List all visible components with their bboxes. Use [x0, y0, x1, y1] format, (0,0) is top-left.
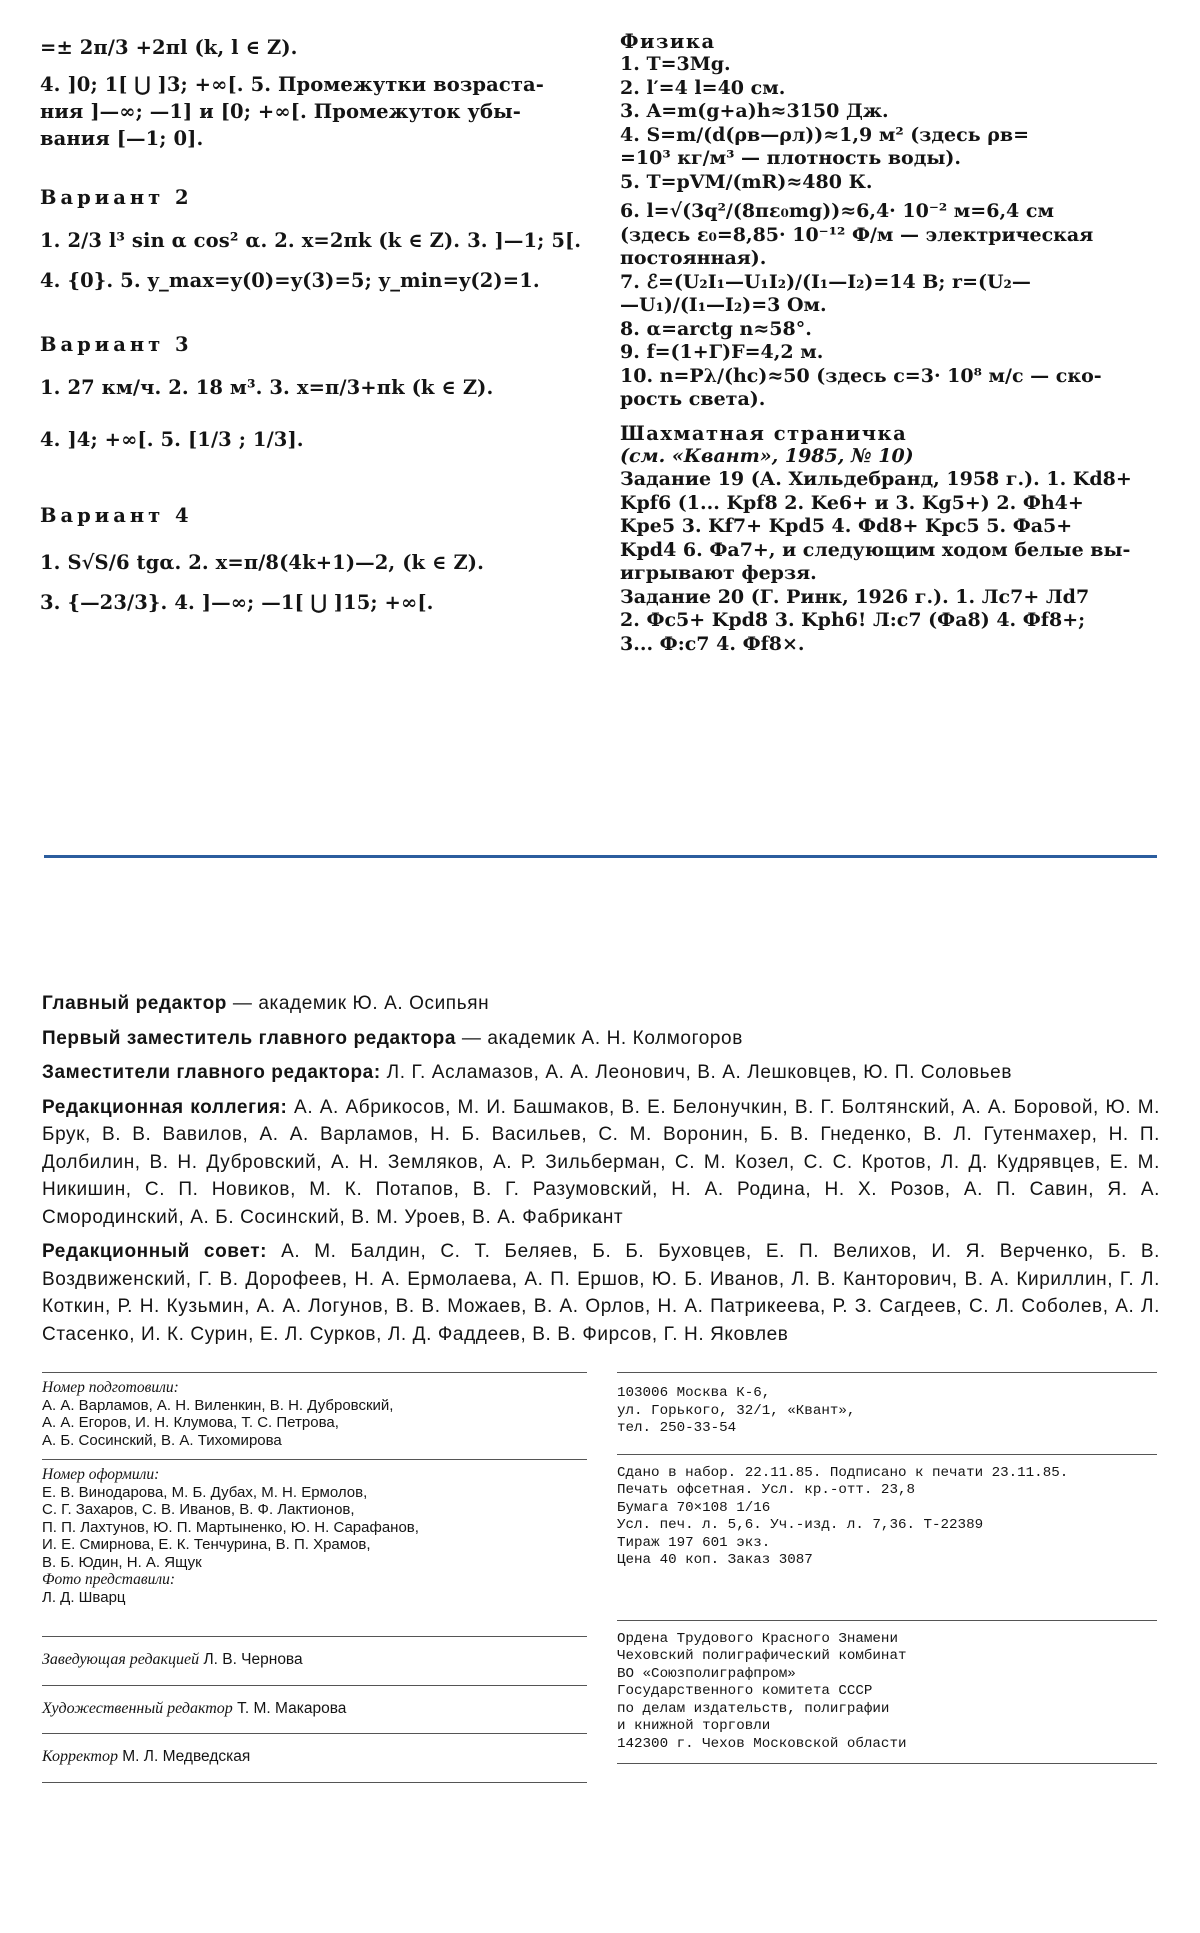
section-divider — [44, 855, 1157, 858]
plant-line: и книжной торговли — [617, 1718, 771, 1734]
physics-line: 1. T=3Mg. — [620, 53, 731, 75]
art-value: Т. М. Макарова — [232, 1699, 347, 1717]
chess-line: 3... Ф:c7 4. Фf8×. — [620, 632, 805, 655]
chess-line: Kpe5 3. Kf7+ Kpd5 4. Фd8+ Kpc5 5. Фa5+ — [620, 515, 1073, 537]
designed-line: Е. В. Винодарова, М. Б. Дубах, М. Н. Ермолов, — [42, 1483, 368, 1501]
deputies-value: Л. Г. Асламазов, А. А. Леонович, В. А. Лешковцев, Ю. П. Соловьев — [380, 1062, 1013, 1083]
math-line-2: 4. ]0; 1[ ⋃ ]3; +∞[. 5. Промежутки возраста- — [40, 73, 544, 96]
college-label: Редакционная коллегия: — [42, 1096, 288, 1118]
plant-line: ВО «Союзполиграфпром» — [617, 1665, 796, 1682]
variant-4-line-1: 1. S√S/6 tgα. 2. x=π/8(4k+1)—2, (k ∈ Z). — [40, 551, 484, 574]
designed-block — [42, 1460, 587, 1606]
designed-line: С. Г. Захаров, С. В. Иванов, В. Ф. Лактионов, — [42, 1501, 355, 1518]
physics-heading: Физика — [620, 30, 716, 53]
deputies-label: Заместители главного редактора: — [42, 1062, 381, 1083]
address-line: 103006 Москва К-6, — [617, 1385, 771, 1401]
council-value: А. М. Балдин, С. Т. Беляев, Б. Б. Буховцев, Е. П. Велихов, И. Я. Верченко, Б. В. Воздвиженский, Г. В. Дорофеев, Н. А. Ермолаева, А. П. Ершов, Ю. Б. Иванов, Л. В. Канторович, В. А. Кириллин, Г. Л. Коткин, Р. Н. Кузьмин, А. А. Логунов, В. В. Можаев, В. А. Орлов, Н. А. Патрикеева, Р. З. Сагдеев, С. Л. Соболев, А. Л. Стасенко, И. К. Сурин, Е. Л. Сурков, Л. Д. Фаддеев, В. В. Фирсов, Г. Н. Яковлев — [42, 1241, 1160, 1345]
deputies-line — [42, 1059, 1160, 1087]
first-deputy-label: Первый заместитель главного редактора — [42, 1027, 457, 1049]
math-answers-column — [40, 34, 600, 616]
variant-4-line-2: 3. {—23/3}. 4. ]—∞; —1[ ⋃ ]15; +∞[. — [40, 591, 434, 614]
math-line-3: ния ]—∞; —1] и [0; +∞[. Промежуток убы- — [40, 100, 521, 123]
prepared-line: А. А. Егоров, И. Н. Клумова, Т. С. Петрова, — [42, 1414, 339, 1431]
physics-line: 7. ℰ=(U₂I₁—U₁I₂)/(I₁—I₂)=14 В; r=(U₂— — [620, 270, 1031, 293]
chess-answers — [620, 468, 1165, 656]
divider — [42, 1782, 587, 1783]
corrector-value: М. Л. Медведская — [117, 1748, 251, 1765]
physics-line: 4. S=m/(d(ρв—ρл))≈1,9 м² (здесь ρв= — [620, 123, 1029, 146]
plant-line: по делам издательств, полиграфии — [617, 1700, 890, 1717]
designed-line: В. Б. Юдин, Н. А. Ящук — [42, 1553, 202, 1571]
physics-line: 5. T=pVM/(mR)≈480 К. — [620, 170, 873, 193]
chief-editor-line — [42, 990, 1160, 1018]
physics-line: (здесь ε₀=8,85· 10⁻¹² Ф/м — электрическая — [620, 223, 1094, 246]
print-line: Печать офсетная. Усл. кр.-отт. 23,8 — [617, 1482, 915, 1498]
chief-editor-label: Главный редактор — [42, 993, 227, 1014]
variant-2-line-2: 4. {0}. 5. y_max=y(0)=y(3)=5; y_min=y(2)=1. — [40, 269, 540, 292]
photo-label: Фото представили: — [42, 1571, 176, 1588]
physics-line: рость света). — [620, 388, 766, 410]
chief-editor-value: — академик Ю. А. Осипьян — [226, 993, 490, 1014]
address-line: тел. 250-33-54 — [617, 1420, 737, 1436]
plant-line: Чеховский полиграфический комбинат — [617, 1648, 907, 1664]
print-line: Усл. печ. л. 5,6. Уч.-изд. л. 7,36. Т-22389 — [617, 1517, 984, 1533]
corrector-label: Корректор — [42, 1748, 118, 1765]
prepared-label: Номер подготовили: — [42, 1379, 179, 1396]
art-label: Художественный редактор — [42, 1699, 233, 1717]
corrector-line — [42, 1734, 587, 1782]
chess-line: Kpd4 6. Фa7+, и следующим ходом белые вы- — [620, 538, 1131, 561]
physics-line: 3. A=m(g+a)h≈3150 Дж. — [620, 100, 889, 122]
physics-line: постоянная). — [620, 247, 767, 269]
variant-4-heading: Вариант 4 — [40, 504, 193, 527]
variant-3-heading: Вариант 3 — [40, 333, 193, 356]
designed-line: П. П. Лахтунов, Ю. П. Мартыненко, Ю. Н. Сарафанов, — [42, 1518, 419, 1536]
prepared-block — [42, 1373, 587, 1449]
plant-line: 142300 г. Чехов Московской области — [617, 1735, 907, 1752]
print-info-block — [617, 1455, 1157, 1570]
print-line: Бумага 70×108 1/16 — [617, 1499, 771, 1516]
plant-line: Ордена Трудового Красного Знамени — [617, 1630, 898, 1647]
physics-answers — [620, 53, 1165, 412]
editorial-board — [42, 990, 1160, 1355]
head-label: Заведующая редакцией — [42, 1651, 200, 1668]
address-line: ул. Горького, 32/1, «Квант», — [617, 1402, 856, 1419]
first-deputy-line — [42, 1025, 1160, 1053]
designed-line: И. Е. Смирнова, Е. К. Тенчурина, В. П. Храмов, — [42, 1536, 371, 1553]
physics-line: 10. n=Pλ/(hc)≈50 (здесь c=3· 10⁸ м/с — ско- — [620, 364, 1102, 387]
divider — [617, 1763, 1157, 1764]
math-line-1: =± 2π/3 +2πl (k, l ∈ Z). — [40, 36, 298, 59]
variant-3-line-2: 4. ]4; +∞[. 5. [1/3 ; 1/3]. — [40, 428, 304, 451]
variant-3-line-1: 1. 27 км/ч. 2. 18 м³. 3. x=π/3+πk (k ∈ Z). — [40, 376, 494, 399]
editorial-college — [42, 1094, 1160, 1232]
council-label: Редакционный совет: — [42, 1241, 268, 1262]
plant-line: Государственного комитета СССР — [617, 1683, 873, 1699]
physics-line: =10³ кг/м³ — плотность воды). — [620, 147, 962, 169]
chess-line: игрывают ферзя. — [620, 562, 817, 584]
math-line-4: вания [—1; 0]. — [40, 127, 204, 150]
college-value: А. А. Абрикосов, М. И. Башмаков, В. Е. Белонучкин, В. Г. Болтянский, А. А. Боровой, Ю. М. Брук, В. В. Вавилов, А. А. Варламов, Н. Б. Васильев, С. М. Воронин, Б. В. Гнеденко, В. Л. Гутенмахер, Н. П. Долбилин, В. Н. Дубровский, А. Н. Земляков, А. Р. Зильберман, С. М. Козел, С. С. Кротов, Л. Д. Кудрявцев, Е. М. Никишин, С. П. Новиков, М. К. Потапов, В. Г. Разумовский, Н. А. Родина, Н. Х. Розов, А. П. Савин, Я. А. Смородинский, А. Б. Сосинский, В. М. Уроев, В. А. Фабрикант — [42, 1096, 1161, 1228]
photo-value: Л. Д. Шварц — [42, 1588, 126, 1606]
variant-2-heading: Вариант 2 — [40, 186, 193, 209]
chess-line: 2. Фc5+ Kpd8 3. Kph6! Л:c7 (Фa8) 4. Фf8+; — [620, 609, 1086, 631]
physics-line: 8. α=arctg n≈58°. — [620, 317, 812, 340]
print-line: Тираж 197 601 экз. — [617, 1534, 771, 1551]
chess-line: Kpf6 (1... Kpf8 2. Ke6+ и 3. Kg5+) 2. Фh4+ — [620, 491, 1084, 514]
imprint-staff — [42, 1372, 587, 1783]
editorial-council — [42, 1238, 1160, 1348]
physics-line: 6. l=√(3q²/(8πε₀mg))≈6,4· 10⁻² м=6,4 см — [620, 200, 1054, 222]
imprint-publication — [617, 1372, 1157, 1764]
chess-reference: (см. «Квант», 1985, № 10) — [620, 444, 914, 467]
first-deputy-value: — академик А. Н. Колмогоров — [456, 1027, 743, 1049]
physics-line: —U₁)/(I₁—I₂)=3 Ом. — [620, 294, 827, 316]
prepared-line: А. Б. Сосинский, В. А. Тихомирова — [42, 1431, 282, 1449]
head-of-office-line — [42, 1637, 587, 1685]
art-editor-line — [42, 1686, 587, 1734]
print-line: Цена 40 коп. Заказ 3087 — [617, 1552, 813, 1568]
printing-plant-block — [617, 1621, 1157, 1754]
physics-chess-column — [620, 30, 1165, 656]
physics-line: 9. f=(1+Γ)F=4,2 м. — [620, 341, 824, 363]
address-block — [617, 1373, 1157, 1438]
chess-heading: Шахматная страничка — [620, 421, 908, 445]
designed-label: Номер оформили: — [42, 1466, 160, 1483]
prepared-line: А. А. Варламов, А. Н. Виленкин, В. Н. Дубровский, — [42, 1396, 394, 1414]
variant-2-line-1: 1. 2/3 l³ sin α cos² α. 2. x=2πk (k ∈ Z). 3. ]—1; 5[. — [40, 229, 582, 252]
physics-line: 2. l′=4 l=40 см. — [620, 76, 786, 99]
chess-line: Задание 20 (Г. Ринк, 1926 г.). 1. Лc7+ Лd7 — [620, 585, 1090, 608]
head-value: Л. В. Чернова — [199, 1651, 303, 1668]
chess-line: Задание 19 (А. Хильдебранд, 1958 г.). 1. Kd8+ — [620, 468, 1132, 490]
print-line: Сдано в набор. 22.11.85. Подписано к печати 23.11.85. — [617, 1464, 1069, 1481]
